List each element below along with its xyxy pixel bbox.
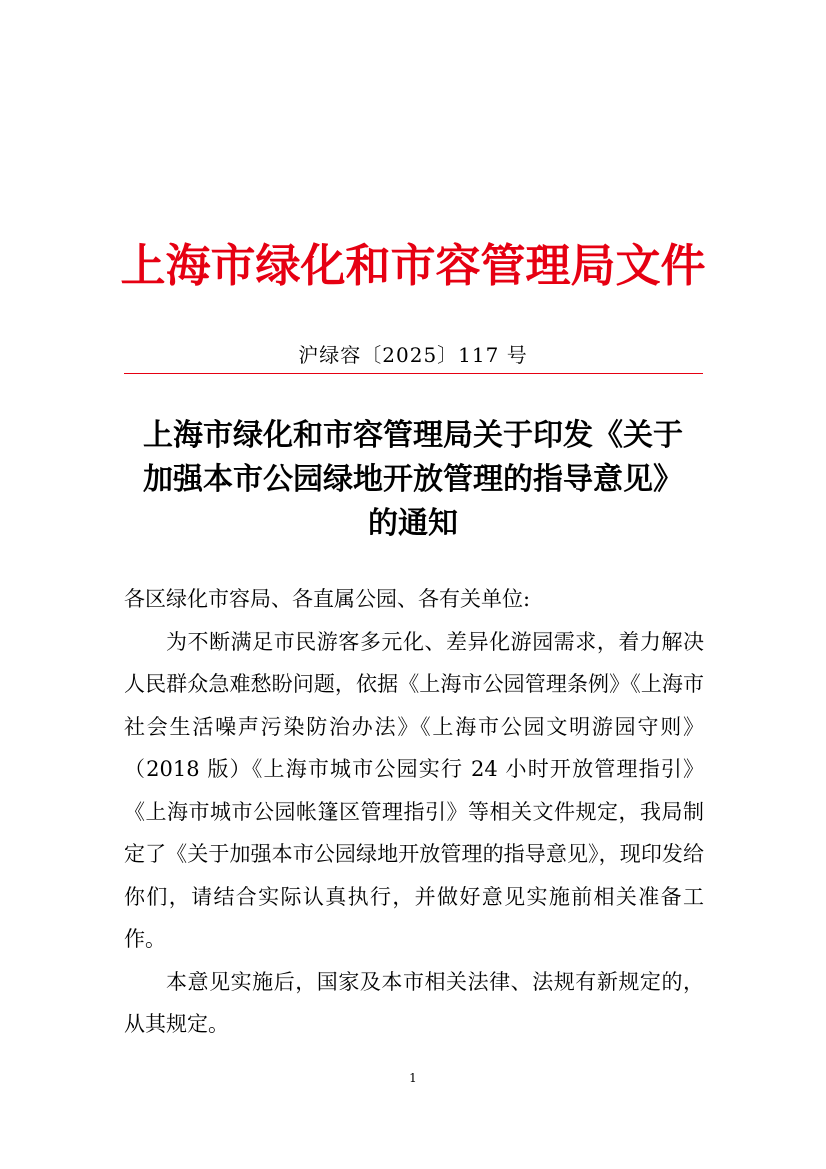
title-line-1: 上海市绿化和市容管理局关于印发《关于 [143, 418, 683, 453]
body-paragraph-2: 本意见实施后，国家及本市相关法律、法规有新规定的，从其规定。 [124, 969, 704, 1036]
body-paragraph-1: 为不断满足市民游客多元化、差异化游园需求，着力解决人民群众急难愁盼问题，依据《上海市公园管理条例》《上海市社会生活噪声污染防治办法》《上海市公园文明游园守则》（2018 版）《上海市城市公园实行 24 小时开放管理指引》《上海市城市公园帐篷区管理指引》等相关文件规定，我局制定了《关于加强本市公园绿地开放管理的指导意见》，现印发给你们，请结合实际认真执行，并做好意见实施前相关准备工作。 [124, 629, 704, 951]
page-number: 1 [409, 1071, 417, 1085]
red-separator-line [124, 373, 703, 374]
document-title [110, 414, 716, 546]
document-number: 沪绿容〔2025〕117 号 [298, 343, 528, 367]
document-masthead: 上海市绿化和市容管理局文件 [120, 239, 706, 292]
title-line-2: 加强本市公园绿地开放管理的指导意见》 [143, 462, 683, 497]
document-body [124, 578, 704, 1046]
salutation: 各区绿化市容局、各直属公园、各有关单位: [124, 587, 531, 611]
title-line-3: 的通知 [368, 506, 458, 541]
